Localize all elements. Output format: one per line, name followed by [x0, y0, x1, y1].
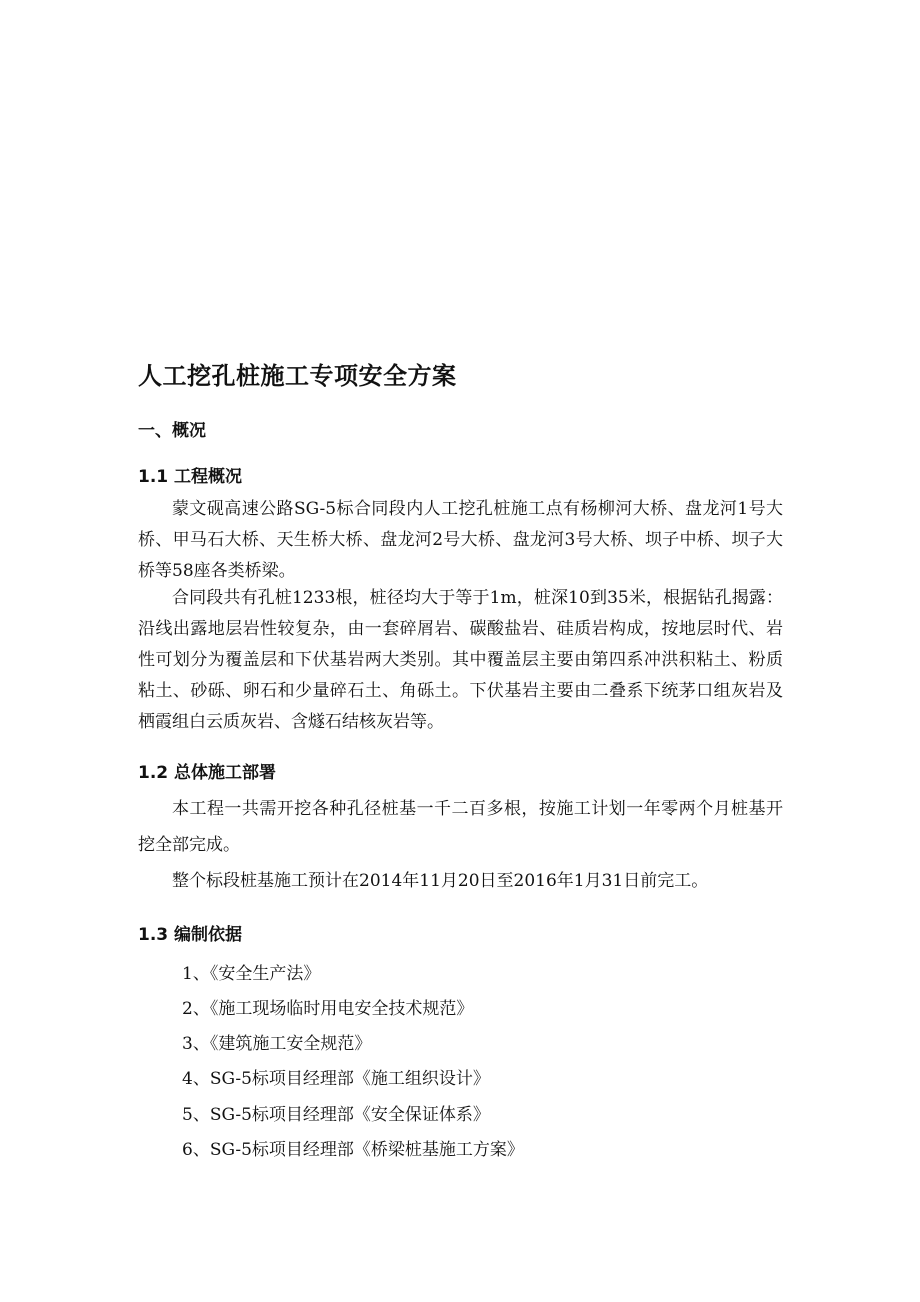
- reference-item: 3、《建筑施工安全规范》: [182, 1034, 372, 1054]
- document-title: 人工挖孔桩施工专项安全方案: [138, 362, 457, 390]
- section-heading-overview: 一、概况: [138, 421, 206, 441]
- paragraph-project-overview-2: 合同段共有孔桩1233根，桩径均大于等于1m，桩深10到35米，根据钻孔揭露：沿线出露地层岩性较复杂，由一套碎屑岩、碳酸盐岩、硅质岩构成，按地层时代、岩性可划分为覆盖层和下伏基岩两大类别。其中覆盖层主要由第四系冲洪积粘土、粉质粘土、砂砾、卵石和少量碎石土、角砾土。下伏基岩主要由二叠系下统茅口组灰岩及栖霞组白云质灰岩、含燧石结核灰岩等。: [138, 588, 783, 732]
- subsection-heading-deployment: 1.2 总体施工部署: [138, 763, 277, 783]
- reference-item: 2、《施工现场临时用电安全技术规范》: [182, 999, 474, 1019]
- subsection-heading-project-overview: 1.1 工程概况: [138, 467, 243, 487]
- reference-item: 4、SG-5标项目经理部《施工组织设计》: [182, 1069, 490, 1089]
- subsection-heading-basis: 1.3 编制依据: [138, 925, 243, 945]
- paragraph-deployment-2: 整个标段桩基施工预计在2014年11月20日至2016年1月31日前完工。: [172, 871, 709, 891]
- paragraph-project-overview-1: 蒙文砚高速公路SG-5标合同段内人工挖孔桩施工点有杨柳河大桥、盘龙河1号大桥、甲马石大桥、天生桥大桥、盘龙河2号大桥、盘龙河3号大桥、坝子中桥、坝子大桥等58座各类桥梁。: [138, 499, 783, 581]
- reference-item: 5、SG-5标项目经理部《安全保证体系》: [182, 1105, 490, 1125]
- paragraph-deployment-1: 本工程一共需开挖各种孔径桩基一千二百多根，按施工计划一年零两个月桩基开挖全部完成。: [138, 799, 783, 855]
- reference-item: 1、《安全生产法》: [182, 964, 321, 984]
- reference-item: 6、SG-5标项目经理部《桥梁桩基施工方案》: [182, 1140, 524, 1160]
